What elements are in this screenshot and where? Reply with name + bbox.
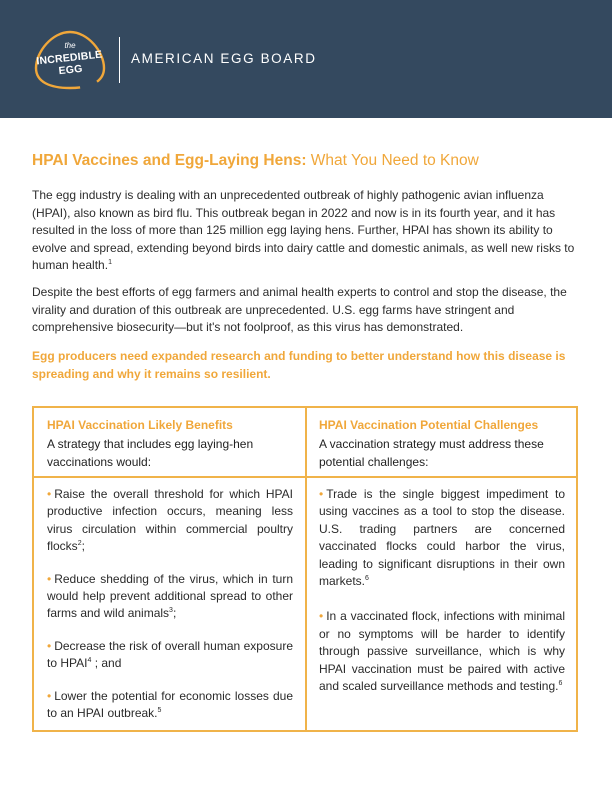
list-item: • Decrease the risk of overall human exposure to HPAI$^4$ ; and bbox=[47, 638, 293, 671]
list-item: • Reduce shedding of the virus, which in turn would help prevent additional spread to other farms and wild animals$^3$; bbox=[47, 571, 293, 621]
challenges-list bbox=[319, 486, 565, 710]
benefits-subheading: A strategy that includes egg laying-hen vaccinations would: bbox=[47, 437, 254, 469]
comparison-table bbox=[32, 406, 578, 732]
biosecurity-paragraph: Despite the best efforts of egg farmers and animal health experts to control and stop the disease, the virality and duration of this outbreak are unprecedented. U.S. egg farms have stringent and comprehensive biosecurity—but it's not foolproof, as this virus has demonstrated. bbox=[32, 285, 567, 335]
callout-text: Egg producers need expanded research and funding to better understand how this disease is spreading and why it remains so resilient. bbox=[32, 349, 566, 381]
list-item: • Raise the overall threshold for which HPAI productive infection occurs, meaning less virus circulation within commercial poultry flocks$^2$; bbox=[47, 487, 293, 554]
intro-text: The egg industry is dealing with an unprecedented outbreak of highly pathogenic avian influenza (HPAI), also known as bird flu. This outbreak began in 2022 and now is in its fourth year, and it has resulted in the loss of more than 125 million egg laying hens. Further, HPAI has shown its ability to evolve and spread, extending beyond birds into dairy cattle and domestic animals, as well new risks to human health. bbox=[32, 188, 575, 273]
bullet-icon: • bbox=[319, 609, 324, 624]
benefits-heading: HPAI Vaccination Likely Benefits bbox=[47, 418, 233, 432]
logo-main-text: INCREDIBLE EGG bbox=[35, 48, 103, 78]
header-divider-line bbox=[34, 476, 576, 478]
header-divider bbox=[119, 37, 120, 83]
bullet-icon: • bbox=[47, 571, 52, 586]
footnote-ref: 1 bbox=[108, 259, 112, 267]
list-item: • Trade is the single biggest impediment to using vaccines as a tool to stop the disease. U.S. trading partners are concerned vaccinated flocks could harbor the virus, leading to significant disruptions in their own markets.$^6$ bbox=[319, 487, 565, 589]
bullet-icon: • bbox=[47, 638, 52, 653]
challenges-subheading: A vaccination strategy must address these potential challenges: bbox=[319, 437, 544, 469]
challenges-header bbox=[319, 417, 569, 471]
page-header bbox=[0, 0, 612, 118]
bullet-icon: • bbox=[47, 487, 52, 501]
logo-the-text: the bbox=[64, 41, 76, 50]
title-rest: What You Need to Know bbox=[310, 152, 479, 169]
benefits-list bbox=[47, 486, 293, 737]
intro-paragraph bbox=[32, 187, 582, 275]
page-title bbox=[32, 152, 479, 170]
column-divider bbox=[305, 408, 307, 730]
benefits-header bbox=[47, 417, 297, 471]
title-accent: HPAI Vaccines and Egg-Laying Hens: bbox=[32, 152, 307, 169]
list-item: • Lower the potential for economic losses due to an HPAI outbreak.$^5$ bbox=[47, 688, 293, 721]
org-name: AMERICAN EGG BOARD bbox=[131, 51, 317, 66]
challenges-heading: HPAI Vaccination Potential Challenges bbox=[319, 418, 539, 432]
bullet-icon: • bbox=[319, 487, 324, 501]
incredible-egg-logo bbox=[28, 30, 112, 90]
list-item: • In a vaccinated flock, infections with minimal or no symptoms will be harder to identify through passive surveillance, which is why HPAI vaccination must be paired with active and scaled surveillance methods and testing.$^6$ bbox=[319, 609, 565, 694]
bullet-icon: • bbox=[47, 688, 52, 703]
